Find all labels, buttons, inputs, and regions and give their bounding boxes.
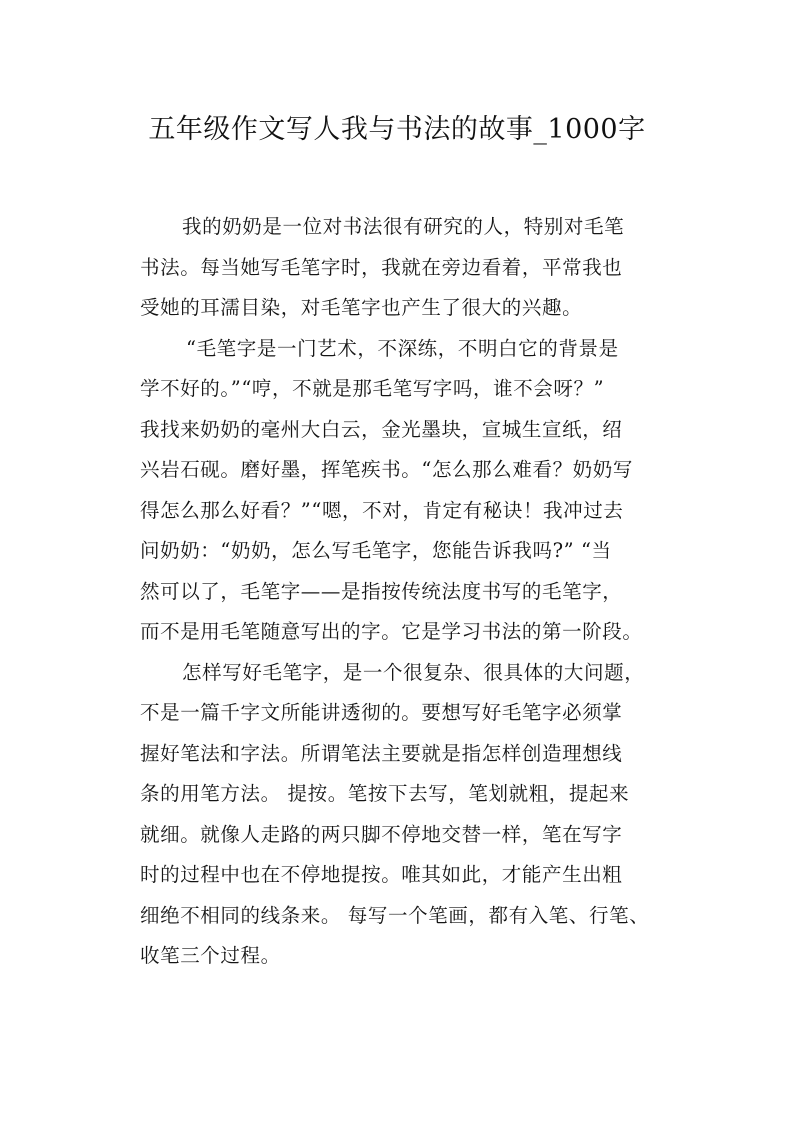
paragraph-line: 我找来奶奶的毫州大白云，金光墨块，宣城生宣纸，绍 [140,417,623,441]
paragraph-line: 就细。就像人走路的两只脚不停地交替一样，笔在写字 [140,822,623,846]
paragraph-line: 学不好的。”“哼，不就是那毛笔写字吗，谁不会呀？” [140,377,605,400]
paragraph-line: 时的过程中也在不停地提按。唯其如此，才能产生出粗 [140,863,623,886]
paragraph-line: 而不是用毛笔随意写出的字。它是学习书法的第一阶段。 [140,620,643,643]
paragraph-line: 不是一篇千字文所能讲透彻的。要想写好毛笔字必须掌 [140,701,623,724]
paragraph-line: 得怎么那么好看？”“嗯，不对，肯定有秘诀！我冲过去 [140,498,624,522]
paragraph-line: 握好笔法和字法。所谓笔法主要就是指怎样创造理想线 [140,741,623,765]
paragraph-line: 条的用笔方法。 提按。笔按下去写，笔划就粗，提起来 [140,782,630,805]
paragraph-line: 受她的耳濡目染，对毛笔字也产生了很大的兴趣。 [140,296,583,319]
document-body [140,207,676,977]
paragraph-line: 然可以了，毛笔字——是指按传统法度书写的毛笔字， [140,579,623,603]
paragraph-line: 收笔三个过程。 [140,944,281,967]
paragraph-line: 书法。每当她写毛笔字时，我就在旁边看着，平常我也 [140,255,623,279]
paragraph-line: 兴岩石砚。磨好墨，挥笔疾书。“怎么那么难看？奶奶写 [140,458,633,481]
paragraph-line: “毛笔字是一门艺术，不深练，不明白它的背景是 [186,336,619,360]
paragraph-line: 问奶奶：“奶奶，怎么写毛笔字，您能告诉我吗?” “当 [140,539,612,562]
paragraph-line: 怎样写好毛笔字，是一个很复杂、很具体的大问题， [182,660,645,684]
document-title: 五年级作文写人我与书法的故事_1000字 [148,114,646,145]
paragraph-line: 细绝不相同的线条来。 每写一个笔画，都有入笔、行笔、 [140,903,650,927]
paragraph-line: 我的奶奶是一位对书法很有研究的人，特别对毛笔 [182,215,625,238]
